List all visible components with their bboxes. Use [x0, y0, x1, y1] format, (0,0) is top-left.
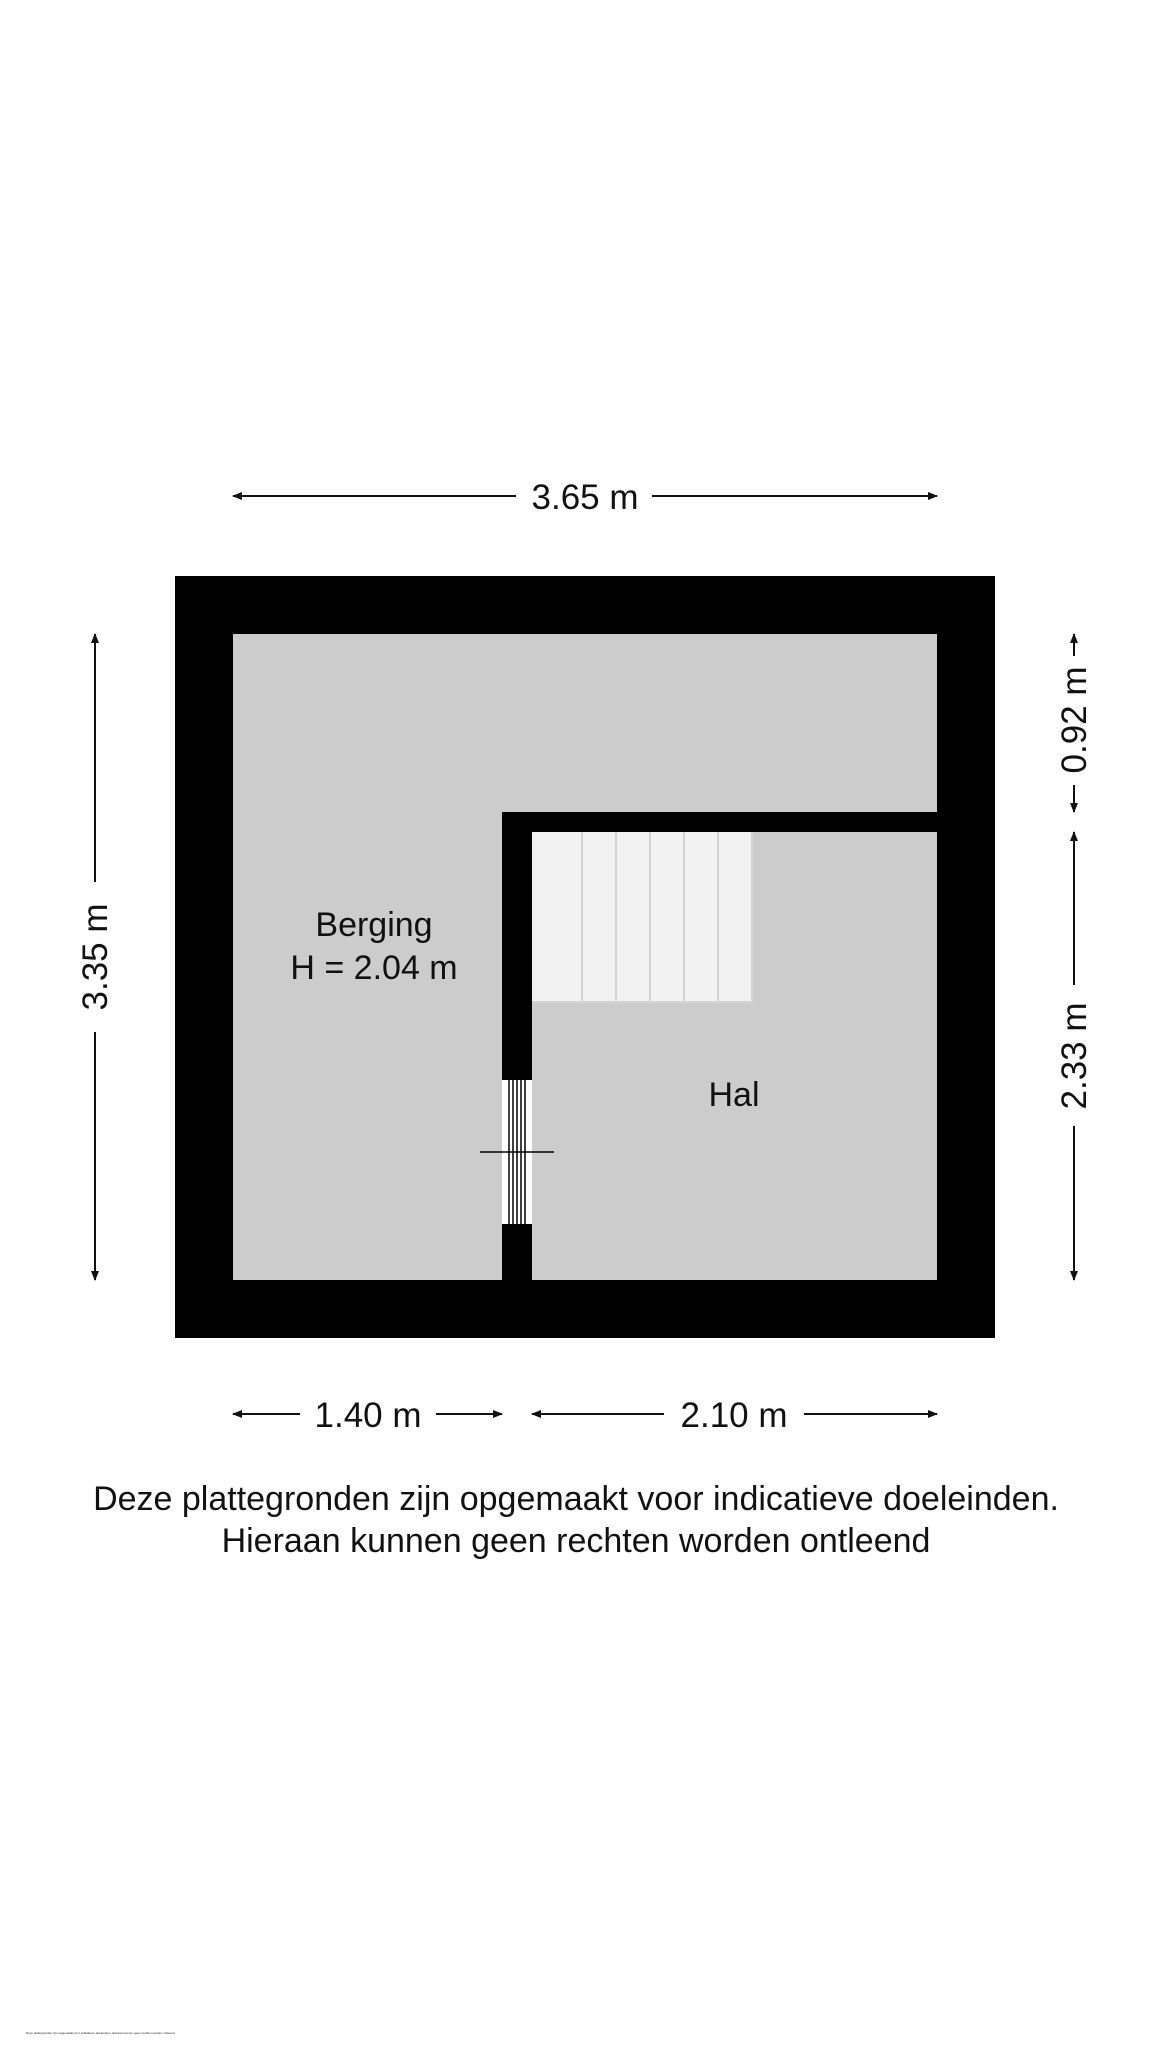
svg-text:2.33 m: 2.33 m: [1055, 1002, 1094, 1110]
svg-text:3.65 m: 3.65 m: [531, 478, 639, 517]
disclaimer-line-2: Hieraan kunnen geen rechten worden ontleend: [221, 1522, 931, 1560]
disclaimer: [0, 1478, 1152, 1562]
interior-wall-horizontal: [502, 812, 937, 832]
disclaimer-line-1: Deze plattegronden zijn opgemaakt voor indicatieve doeleinden.: [93, 1480, 1059, 1518]
svg-text:0.92 m: 0.92 m: [1055, 666, 1094, 774]
dimension-right-upper: [1055, 634, 1094, 812]
interior-wall-vertical-lower: [502, 1225, 532, 1280]
room-label-berging: Berging: [315, 906, 433, 944]
stairs: [532, 832, 752, 1002]
dimension-right-lower: [1055, 832, 1094, 1280]
dimension-bottom-left: [233, 1396, 502, 1435]
svg-text:2.10 m: 2.10 m: [680, 1396, 788, 1435]
svg-text:1.40 m: 1.40 m: [314, 1396, 422, 1435]
dimension-left-height: [76, 634, 115, 1280]
dimension-top-width: [233, 478, 937, 517]
room-label-hal: Hal: [708, 1076, 760, 1114]
room-height-berging: H = 2.04 m: [290, 949, 458, 987]
footer-note: Deze plattegronden zijn opgemaakt voor indicatieve doeleinden. Hieraan kunnen geen rechten worden ontleend: [26, 2031, 175, 2035]
dimension-bottom-right: [532, 1396, 937, 1435]
interior-wall-vertical-upper: [502, 812, 532, 1079]
svg-text:3.35 m: 3.35 m: [76, 903, 115, 1011]
